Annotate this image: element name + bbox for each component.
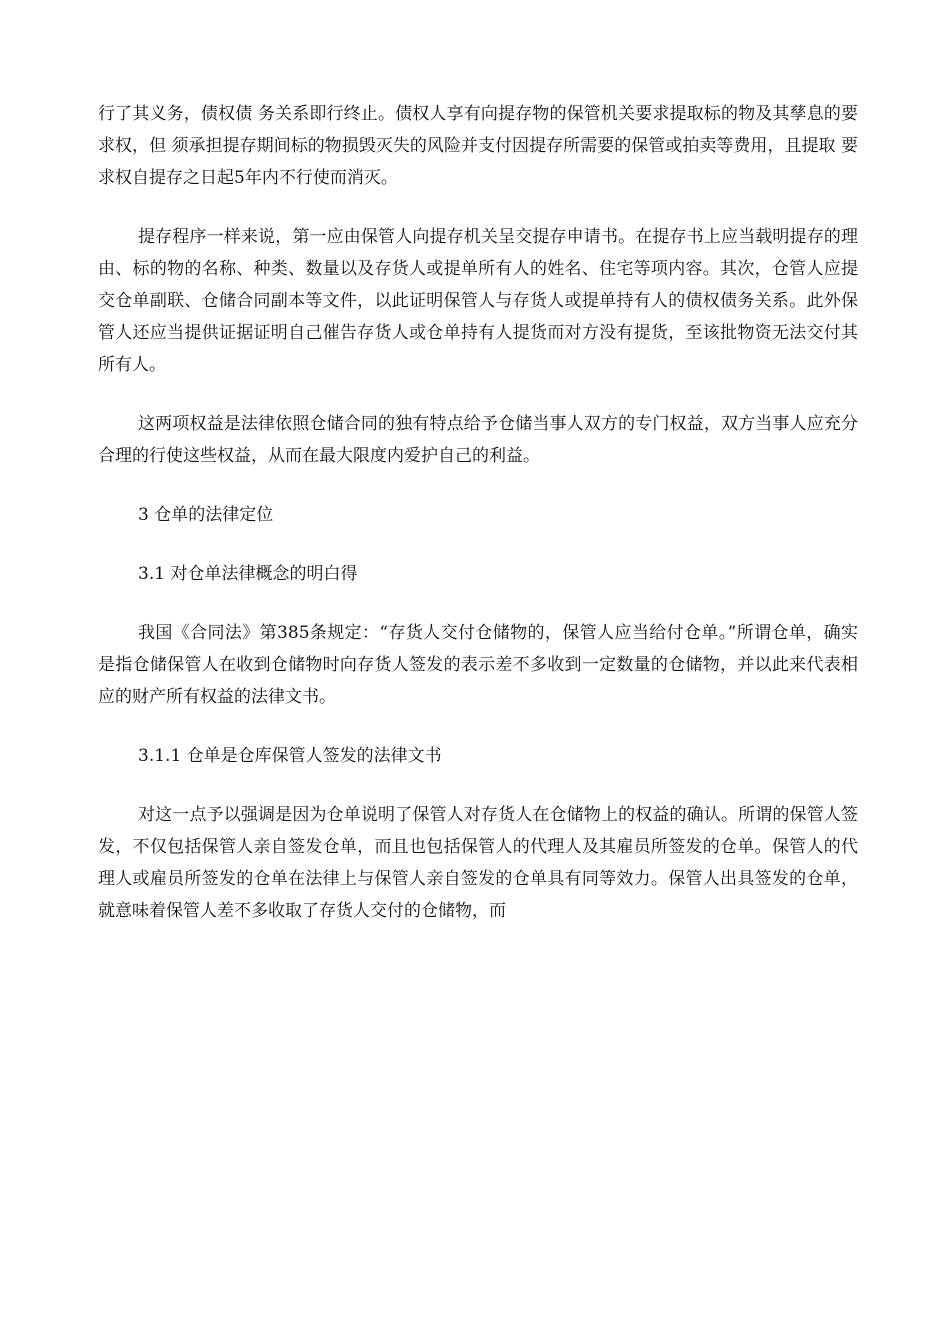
paragraph-rights-summary: 这两项权益是法律依照仓储合同的独有特点给予仓储当事人双方的专门权益，双方当事人应充分合理的行使这些权益，从而在最大限度内爱护自己的利益。 [98,414,858,466]
document-body [98,98,858,954]
section-heading-3: 3 仓单的法律定位 [138,505,274,525]
paragraph-warehouse-receipt-signing: 对这一点予以强调是因为仓单说明了保管人对存货人在仓储物上的权益的确认。所谓的保管人签发，不仅包括保管人亲自签发仓单，而且也包括保管人的代理人及其雇员所签发的仓单。保管人的代理人或雇员所签发的仓单在法律上与保管人亲自签发的仓单具有同等效力。保管人出具签发的仓单，就意味着保管人差不多收取了存货人交付的仓储物，而 [98,805,858,921]
paragraph-deposit-procedure: 提存程序一样来说，第一应由保管人向提存机关呈交提存申请书。在提存书上应当载明提存的理由、标的物的名称、种类、数量以及存货人或提单所有人的姓名、住宅等项内容。其次，仓管人应提交仓单副联、仓储合同副本等文件，以此证明保管人与存货人或提单持有人的债权债务关系。此外保管人还应当提供证据证明自己催告存货人或仓单持有人提货而对方没有提货，至该批物资无法交付其所有人。 [98,227,858,375]
section-heading-3-1-1: 3.1.1 仓单是仓库保管人签发的法律文书 [138,746,442,766]
section-heading-3-1: 3.1 对仓单法律概念的明白得 [138,564,358,584]
paragraph-contract-law-385: 我国《合同法》第385条规定：“存货人交付仓储物的，保管人应当给付仓单。”所谓仓单，确实是指仓储保管人在收到仓储物时向存货人签发的表示差不多收到一定数量的仓储物，并以此来代表相应的财产所有权益的法律文书。 [98,623,858,707]
paragraph-continued-obligation: 行了其义务，债权债 务关系即行终止。债权人享有向提存物的保管机关要求提取标的物及其孳息的要求权，但 须承担提存期间标的物损毁灭失的风险并支付因提存所需要的保管或拍卖等费用，且提取 要求权自提存之日起5年内不行使而消灭。 [98,104,858,188]
